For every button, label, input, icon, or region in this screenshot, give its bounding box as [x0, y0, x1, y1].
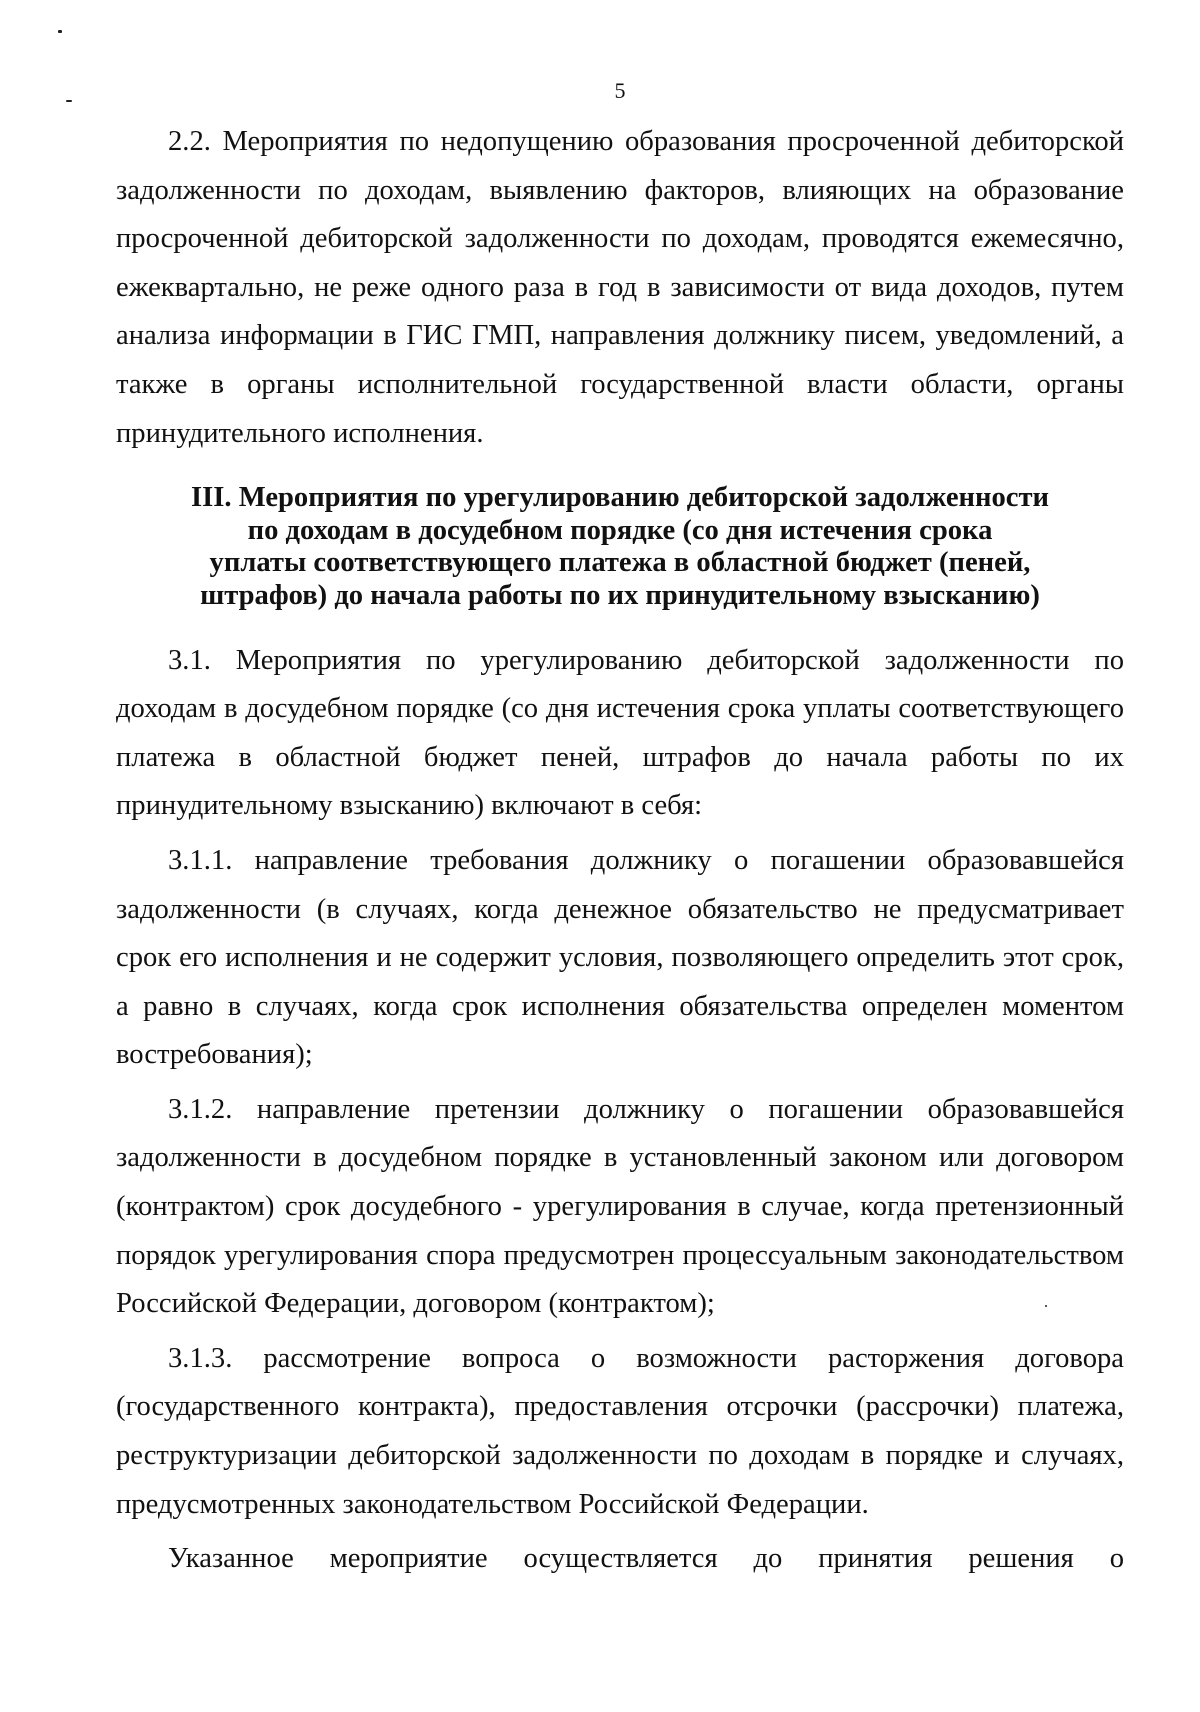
paragraph-3-1-2: 3.1.2. направление претензии должнику о погашении образовавшейся задолженности в досудебном порядке в установленный законом или договором (контрактом) срок досудебного - урегулирования в случае, когда претензионный порядок урегулирования спора предусмотрен процессуальным законодательством Российской Федерации, договором (контрактом); — [116, 1093, 1124, 1320]
paragraph-3-1-3: 3.1.3. рассмотрение вопроса о возможности расторжения договора (государственного контракта), предоставления отсрочки (рассрочки) платежа, реструктуризации дебиторской задолженности по доходам в порядке и случаях, предусмотренных законодательством Российской Федерации. — [116, 1342, 1124, 1520]
section-heading-line: уплаты соответствующего платежа в областной бюджет (пеней, — [209, 547, 1031, 579]
paragraph-3-1-1: 3.1.1. направление требования должнику о погашении образовавшейся задолженности (в случаях, когда денежное обязательство не предусматривает срок его исполнения и не содержит условия, позволяющего определить этот срок, а равно в случаях, когда срок исполнения обязательства определен моментом востребования); — [116, 844, 1124, 1071]
section-heading — [116, 482, 1124, 612]
page-number: 5 — [614, 78, 626, 103]
section-heading-line: III. Мероприятия по урегулированию дебиторской задолженности — [191, 482, 1049, 514]
paragraph-3-1: 3.1. Мероприятия по урегулированию дебиторской задолженности по доходам в досудебном порядке (со дня истечения срока уплаты соответствующего платежа в областной бюджет пеней, штрафов до начала работы по их принудительному взысканию) включают в себя: — [116, 644, 1124, 822]
paragraph-continued: Указанное мероприятие осуществляется до принятия решения о — [168, 1543, 1124, 1575]
section-heading-line: штрафов) до начала работы по их принудительному взысканию) — [200, 579, 1040, 611]
document-body — [116, 118, 1124, 1584]
section-heading-line: по доходам в досудебном порядке (со дня истечения срока — [247, 514, 993, 546]
scan-speck — [58, 30, 62, 33]
paragraph-2-2: 2.2. Мероприятия по недопущению образования просроченной дебиторской задолженности по доходам, выявлению факторов, влияющих на образование просроченной дебиторской задолженности по доходам, проводятся ежемесячно, ежеквартально, не реже одного раза в год в зависимости от вида доходов, путем анализа информации в ГИС ГМП, направления должнику писем, уведомлений, а также в органы исполнительной государственной власти области, органы принудительного исполнения. — [116, 126, 1124, 449]
